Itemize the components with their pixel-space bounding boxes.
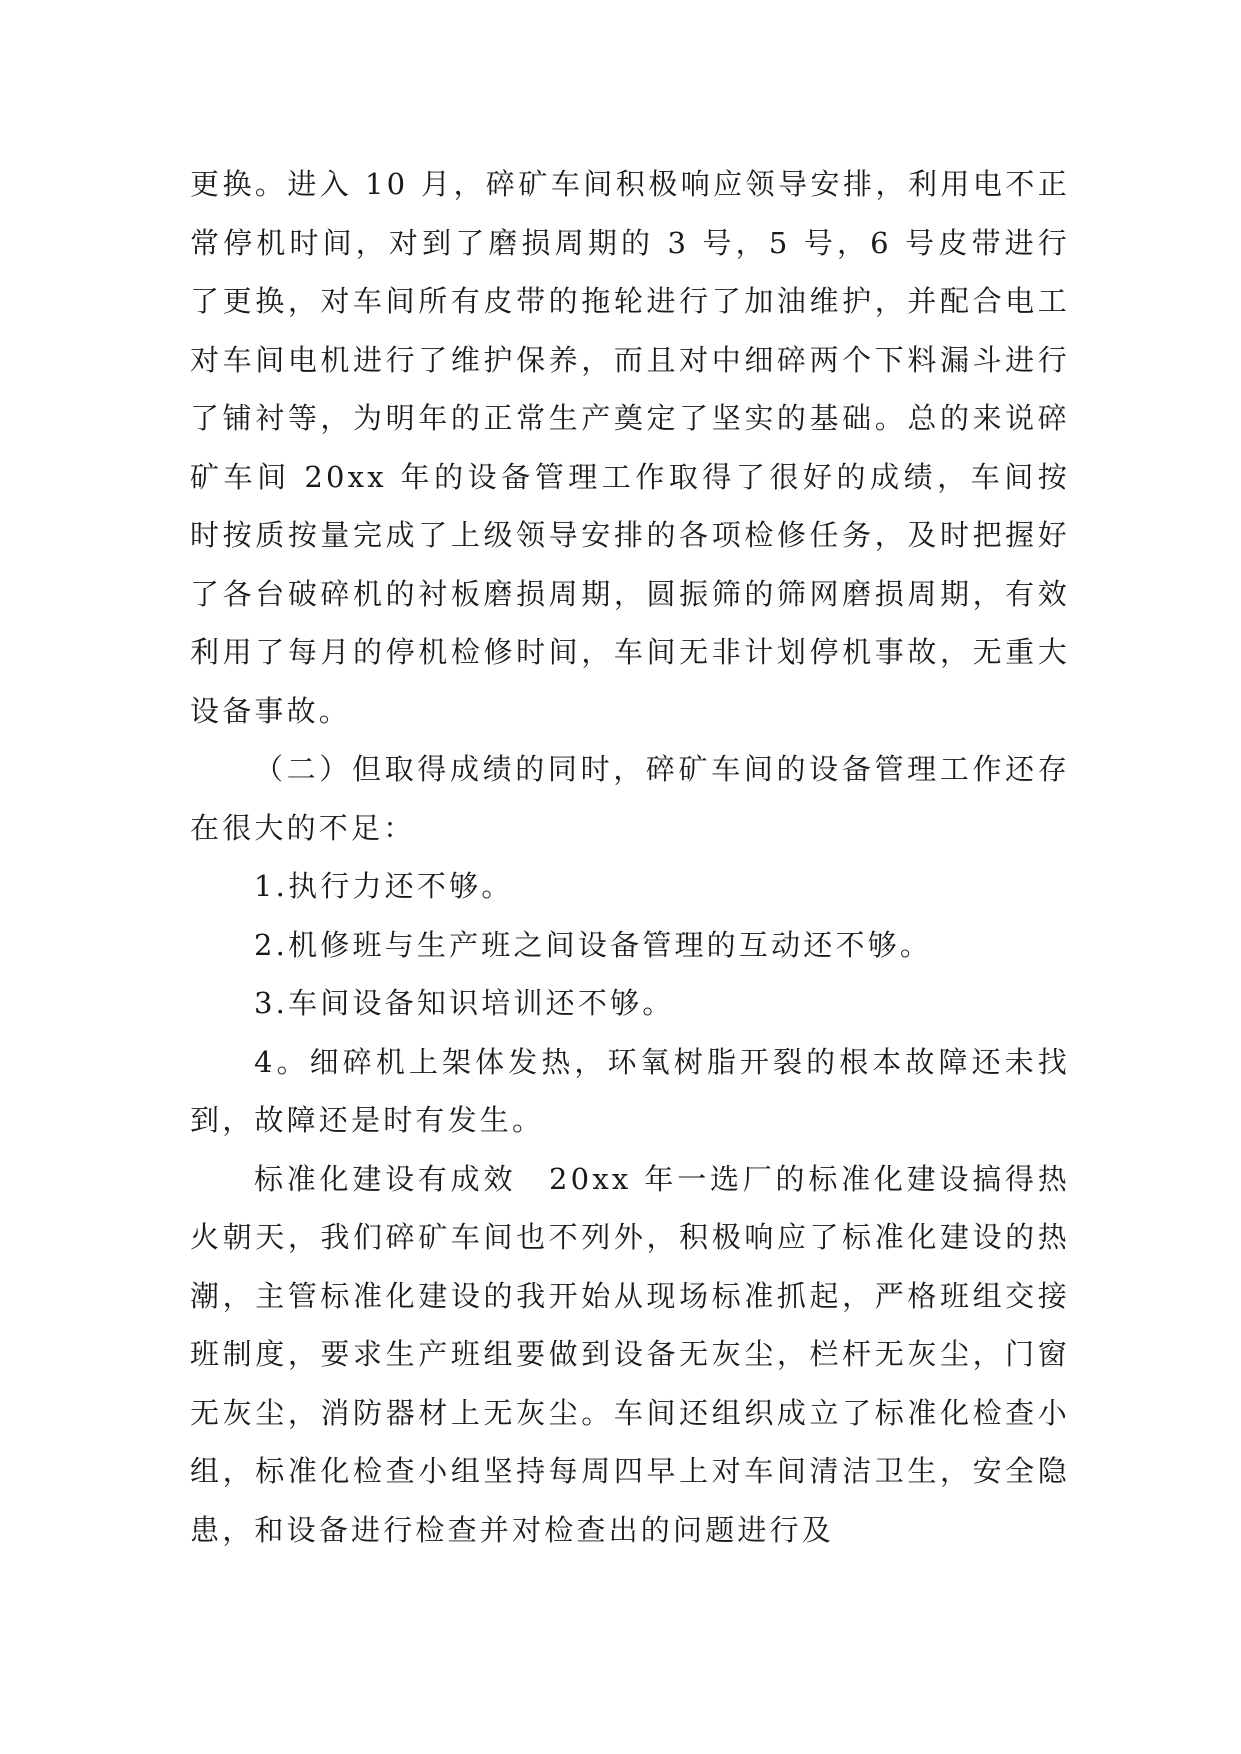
document-body: [190, 155, 1070, 1559]
list-item-shortcoming-4: 4。细碎机上架体发热，环氧树脂开裂的根本故障还未找到，故障还是时有发生。: [190, 1044, 1070, 1137]
paragraph-equipment-maintenance-summary: 更换。进入 10 月，碎矿车间积极响应领导安排，利用电不正常停机时间，对到了磨损周期的 3 号，5 号，6 号皮带进行了更换，对车间所有皮带的拖轮进行了加油维护，并配合电工对车间电机进行了维护保养，而且对中细碎两个下料漏斗进行了铺衬等，为明年的正常生产奠定了坚实的基础。总的来说碎矿车间 20xx 年的设备管理工作取得了很好的成绩，车间按时按质按量完成了上级领导安排的各项检修任务，及时把握好了各台破碎机的衬板磨损周期，圆振筛的筛网磨损周期，有效利用了每月的停机检修时间，车间无非计划停机事故，无重大设备事故。: [190, 167, 1070, 728]
paragraph-standardization: 标准化建设有成效 20xx 年一选厂的标准化建设搞得热火朝天，我们碎矿车间也不列外，积极响应了标准化建设的热潮，主管标准化建设的我开始从现场标准抓起，严格班组交接班制度，要求生产班组要做到设备无灰尘，栏杆无灰尘，门窗无灰尘，消防器材上无灰尘。车间还组织成立了标准化检查小组，标准化检查小组坚持每周四早上对车间清洁卫生，安全隐患，和设备进行检查并对检查出的问题进行及: [190, 1161, 1070, 1547]
list-item-shortcoming-1: 1.执行力还不够。: [254, 869, 514, 903]
list-item-shortcoming-3: 3.车间设备知识培训还不够。: [254, 986, 675, 1020]
paragraph-shortcomings-heading: （二）但取得成绩的同时，碎矿车间的设备管理工作还存在很大的不足：: [190, 752, 1070, 845]
list-item-shortcoming-2: 2.机修班与生产班之间设备管理的互动还不够。: [254, 927, 933, 962]
